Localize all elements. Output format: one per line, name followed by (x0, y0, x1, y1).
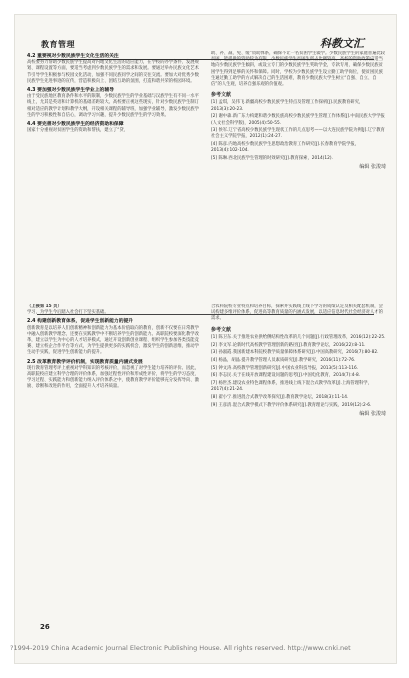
reference-item: [8] 翟小宁.推进混合式教学改革探究[J].教育教学论坛，2018(3):11-14. (211, 394, 349, 400)
reference-item: [4] 陈彦.内地高校少数民族学生思想政治教育工作研究[J].长春教育学院学报，2013(4):102-104. (211, 142, 360, 154)
reference-item: [3] 侯军.辽宁省高校少数民族学生现状工作的几点思考——以大连民族学院为例[J].辽宁教育社会主义学院学报，2012(1):24-27. (211, 128, 385, 140)
reference-item: [2] 李文军.论新时代高校教学管理创新的路径[J].教育教学论坛，2016(22):8-11. (211, 342, 366, 348)
section-heading-2-5: 2.5 改革教育教学评价机制，实现教育质量内涵式发展 (27, 359, 143, 365)
reference-list (211, 335, 386, 409)
section-heading-4-4: 4.4 要完善对少数民族学生的经济资助和保障 (27, 122, 124, 128)
reference-item: [1] 孟琪，吴伟飞.新疆高校少数民族学生特点及管理工作探析[J].民族教育研究，2013(3):20-23. (211, 100, 364, 112)
references-heading: 参考文献 (211, 326, 232, 333)
top-right-column (211, 51, 386, 303)
editor-signature: 编辑 张浚琦 (359, 410, 386, 417)
section-heading-4-2: 4.2 重要视对少数民族学生文化生活的关注 (27, 54, 119, 59)
reference-item: [7] 杨世杰.建设农业特色课程体系，推进线上线下混合式教学改革[J].上海管理科学，2017(4):21-24. (211, 381, 372, 393)
reference-item: [1] 陈卫东.关于推进农业供给侧结构性改革的几个问题[J].行政管理改革，2016(12):22-25. (211, 334, 386, 340)
reference-item: [3] 孙淑霞.我国新建本科院校教学质量保障体系研究[J].中国高教研究，2016(7):80-82. (211, 350, 379, 356)
paragraph-2-5: 现行教育管理考评上重视对学科知识的考核评价，而忽视了对学生能力培养的评价。因此，高职院校应建立科学合理的评价体系，加强过程性评价和形成性评价，将学生的学习态度、学习过程、实践能力和创新能力纳入评价体系之中，使教育教学评价能够充分发挥导向、激励、诊断和改进的作用，全面提升人才培养质量。 (27, 365, 199, 390)
reference-item: [6] 李志民.关于在线开放课程建设问题的思考[J].中国电化教育，2014(7):4-8. (211, 373, 361, 379)
continued-from-note: （上接第 15 页） (27, 304, 62, 309)
reference-item: [5] 陈琳.西北民族学生管理的时效研究[J].教育探索，2014(12). (211, 156, 333, 162)
reference-item: [4] 杨晶，胡晶.提升教学管理人员素质研究[J].教学研究，2016(11):72-76. (211, 357, 356, 363)
paragraph-conclusion: 合农科院校专业特点和培养目标，探索并实践线上线下学习的成绩认定及相关配套机制，尝试构建多维评价体系，促进高等教育质量的内涵式发展，以适应信息时代社会经济对人才的需求。 (211, 304, 383, 322)
section-heading-4-3: 4.3 要加强对少数民族学生学业上的辅导 (27, 88, 114, 94)
paragraph-4-2: 高校要努力帮助少数民族学生提高对内地文化生活的适应能力，在学校的办学条件、发展规划、课程设置等方面，要适当考虑到少数民族学生的需求和发展。要通过举办民族文化艺术节引导学生积极参与校园文化活动，加强不同民族同学之间的交往交流。要加大对优秀少数民族学生先进事迹的宣传，营造积极向上、团结互助的氛围，打造和谐共荣的校园环境。 (27, 60, 199, 84)
top-left-column (27, 51, 202, 301)
section-heading-2-4: 2.4 构建创新教育体系，促进学生创新能力的提升 (27, 319, 134, 325)
references-heading: 参考文献 (211, 92, 232, 99)
journal-logo-text: 科教文汇 (320, 37, 364, 50)
journal-section-title: 教育管理 (41, 40, 75, 49)
reference-item: [2] 谢中森.新广东力构建和谐少数民族高校少数民族学生管理工作体系[J].中南民族大学学报(人文社会科学版)，2005(4):50-55. (211, 114, 385, 126)
paragraph-continued: 助、补、减、免、缓”资助体系，确保不让一名贫困学生辍学。少数民族学生的家庭普遍比较贫困，能提供的资助较为有限。少数民族学生贫困生所占比例较高，高校的资助政策应适当地向少数民族学生倾斜，或设立专门的少数民族学生奖助学金，专款专用，确保少数民族贫困学生得到足够的关怀和保障。同时，学校为少数民族学生设立勤工助学岗位，使贫困民族生通过勤工助学的方式解决自己的生活困难，教育少数民族大学生树立“自强、自立、自信”的人生观，培养自强乐观的价值观。 (211, 51, 386, 88)
paragraph-4-4: 国家十分重视对贫困学生的资助和帮扶，建立了“贷、 (27, 128, 129, 134)
bottom-right-column (211, 304, 386, 624)
reference-item: [9] 王彦清.混合式教学模式下教学评价体系研究[J].教育理论与实践，2019(12):2-6. (211, 402, 372, 408)
page-number: 26 (40, 623, 50, 631)
reference-item: [5] 钟文涛.高校教学管理创新研究[J].中国农业科技导报，2013(5):113-116. (211, 365, 359, 371)
journal-sheet (14, 14, 397, 664)
editor-signature: 编辑 张浚琦 (359, 164, 386, 171)
copyright-footer: ?1994-2019 China Academic Journal Electronic Publishing House. All rights reserved. http://www.cnki.net (10, 644, 351, 652)
reference-list (211, 100, 386, 162)
bottom-left-column (27, 304, 202, 622)
paragraph-4-3: 由于受民族地区教育条件和水平的限制，少数民族学生的学业基础与汉族学生有不同一水平线上，尤其是英语和计算机的基础差距较大。高校要正视这些现实，针对少数民族学生制订相对适应的教学计划和教学大纲，开设相关课程的辅导班，加强学业辅导，激发少数民族学生的学习积极性和自信心，调动学习兴趣，提升少数民族学生的学习效果。 (27, 94, 199, 118)
paragraph-2-4: 创新教育是以培养人们创新精神和创新能力为基本价值取向的教育，创新不仅要在日常教学中融入创新教学理念，还要在实践教学中不断培养学生的创新能力。高职院校要深化教学改革，建立以学生为中心的人才培养模式，通过开设创新创业课程、组织学生参加各类技能竞赛、建立校企合作平台等方式，为学生提供更多的实践机会，激发学生的创新思维，推动学生动手实践，促进学生创新能力的提升。 (27, 325, 199, 356)
paragraph-intro: 学习，为学生今后踏入社会打下坚实基础。 (27, 310, 109, 316)
